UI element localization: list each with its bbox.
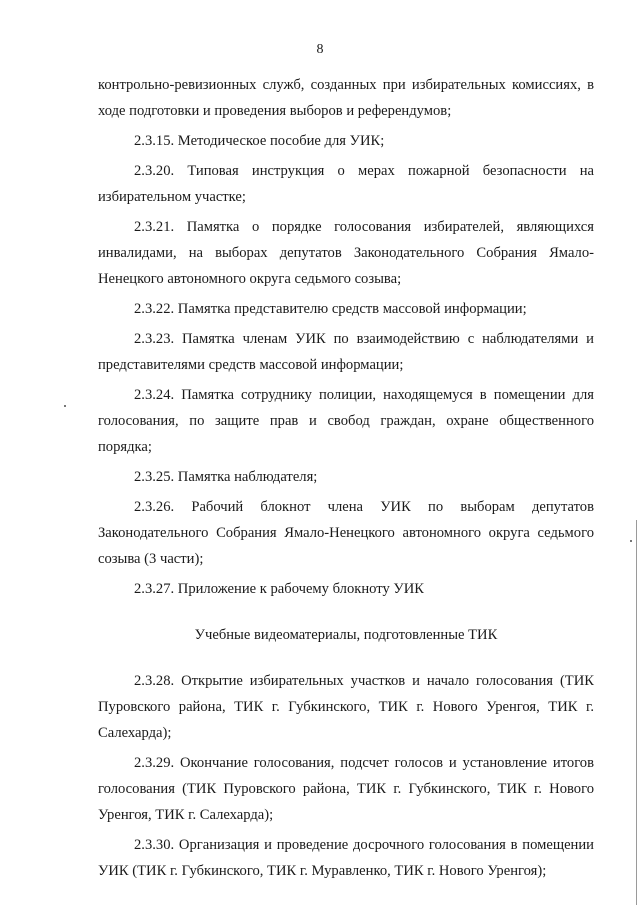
document-body bbox=[98, 72, 594, 884]
section-heading: Учебные видеоматериалы, подготовленные ТИК bbox=[194, 627, 498, 643]
list-item-2-3-27: 2.3.27. Приложение к рабочему блокноту УИК bbox=[134, 581, 424, 597]
list-item-2-3-21: 2.3.21. Памятка о порядке голосования избирателей, являющихся инвалидами, на выборах депутатов Законодательного Собрания Ямало-Ненецкого автономного округа седьмого созыва; bbox=[98, 219, 594, 287]
list-item-2-3-20: 2.3.20. Типовая инструкция о мерах пожарной безопасности на избирательном участке; bbox=[98, 163, 594, 205]
scan-edge-line bbox=[636, 520, 637, 905]
list-item-2-3-24: 2.3.24. Памятка сотруднику полиции, находящемуся в помещении для голосования, по защите прав и свобод граждан, охране общественного порядка; bbox=[98, 387, 594, 455]
scan-speck bbox=[630, 540, 632, 542]
list-item-2-3-29: 2.3.29. Окончание голосования, подсчет голосов и установление итогов голосования (ТИК Пуровского района, ТИК г. Губкинского, ТИК г. Нового Уренгоя, ТИК г. Салехарда); bbox=[98, 755, 594, 823]
list-item-2-3-15: 2.3.15. Методическое пособие для УИК; bbox=[134, 133, 385, 149]
list-item-2-3-22: 2.3.22. Памятка представителю средств массовой информации; bbox=[134, 301, 527, 317]
list-item-2-3-25: 2.3.25. Памятка наблюдателя; bbox=[134, 469, 318, 485]
list-item-2-3-23: 2.3.23. Памятка членам УИК по взаимодействию с наблюдателями и представителями средств массовой информации; bbox=[98, 331, 594, 373]
list-item-2-3-26: 2.3.26. Рабочий блокнот члена УИК по выборам депутатов Законодательного Собрания Ямало-Ненецкого автономного округа седьмого созыва (3 части); bbox=[98, 499, 594, 567]
paragraph-continuation: контрольно-ревизионных служб, созданных при избирательных комиссиях, в ходе подготовки и проведения выборов и референдумов; bbox=[98, 77, 594, 119]
scan-speck bbox=[64, 405, 66, 407]
list-item-2-3-30: 2.3.30. Организация и проведение досрочного голосования в помещении УИК (ТИК г. Губкинского, ТИК г. Муравленко, ТИК г. Нового Уренгоя); bbox=[98, 837, 594, 879]
page-number: 8 bbox=[316, 42, 324, 57]
list-item-2-3-28: 2.3.28. Открытие избирательных участков и начало голосования (ТИК Пуровского района, ТИК г. Губкинского, ТИК г. Нового Уренгоя, ТИК г. Салехарда); bbox=[98, 673, 594, 741]
